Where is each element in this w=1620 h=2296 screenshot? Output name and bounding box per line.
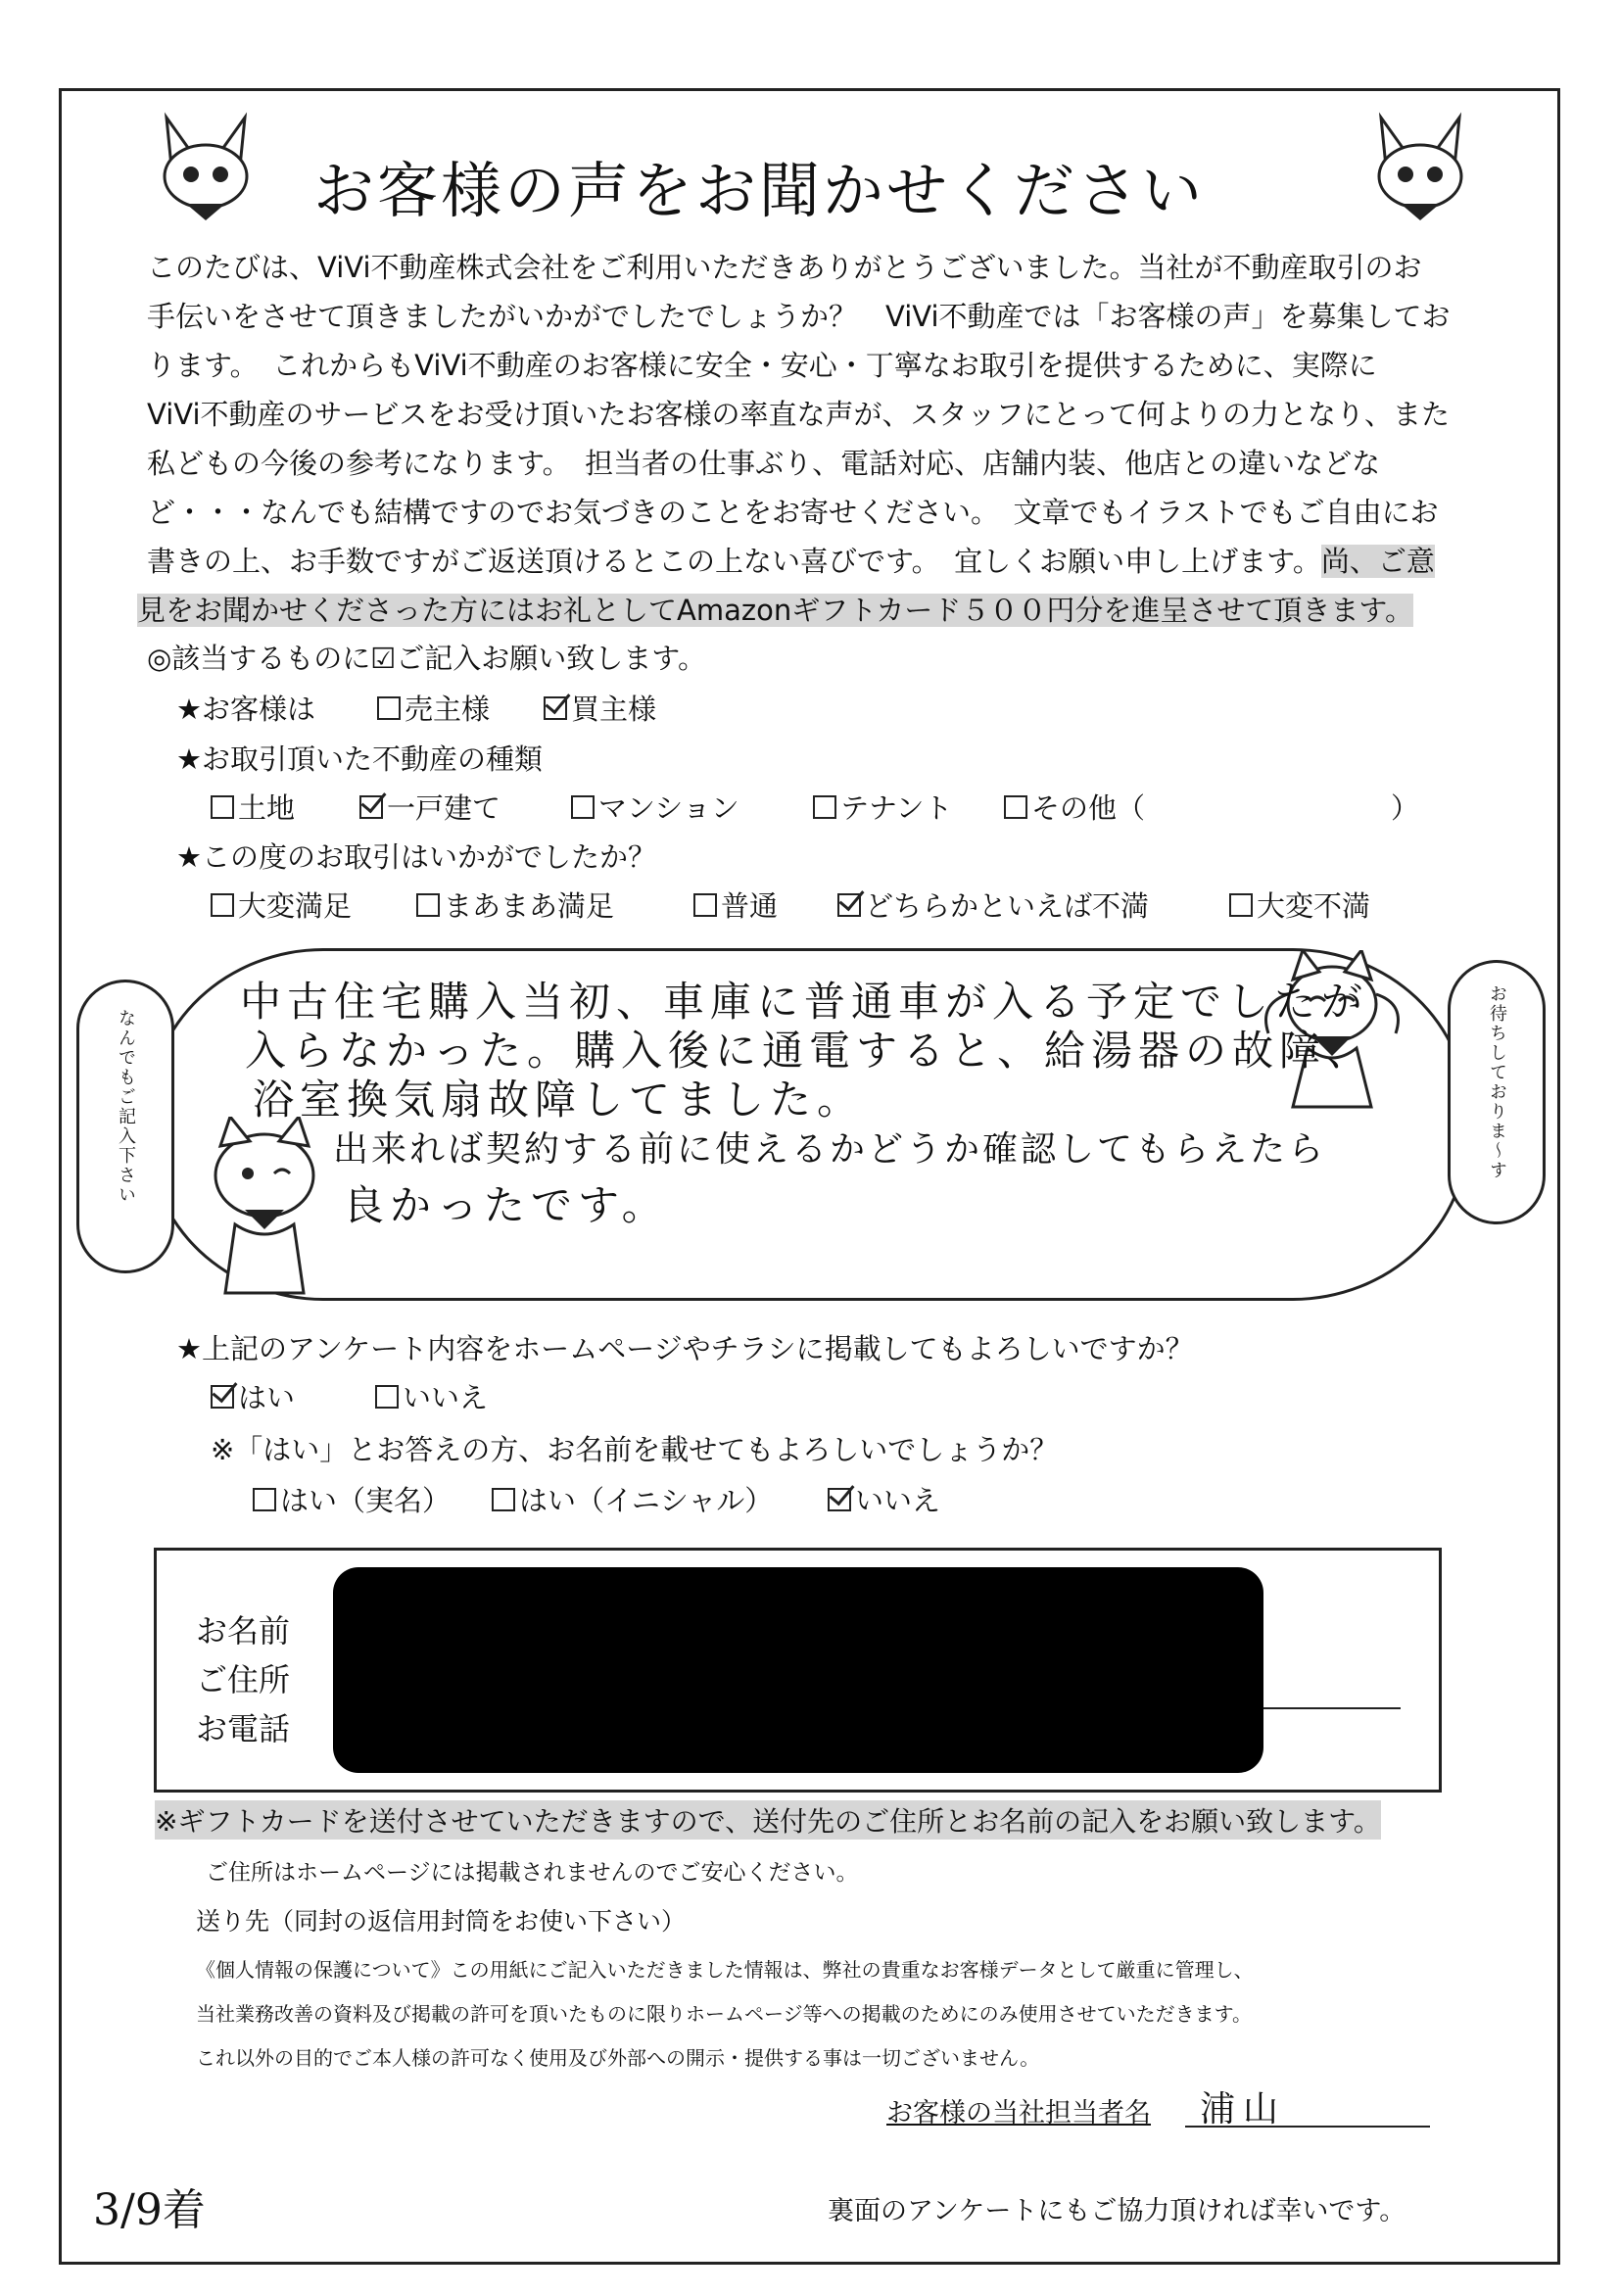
- staff-name-line: [1185, 2126, 1430, 2128]
- checkbox[interactable]: [416, 893, 440, 917]
- q2-option-house[interactable]: [359, 787, 500, 827]
- privacy-line: 当社業務改善の資料及び掲載の許可を頂いたものに限りホームページ等への掲載のためにのみ使用させていただきます。: [196, 2002, 1252, 2026]
- q1-label: ★お客様は: [176, 693, 315, 726]
- name-label: お名前: [196, 1612, 291, 1650]
- option-label: 普通: [721, 889, 779, 923]
- checkbox[interactable]: [211, 795, 234, 819]
- privacy-line: これ以外の目的でご本人様の許可なく使用及び外部への開示・提供する事は一切ございません。: [196, 2046, 1040, 2070]
- checkbox[interactable]: [571, 795, 595, 819]
- checkbox[interactable]: [211, 893, 234, 917]
- q3-label: ★この度のお取引はいかがでしたか？: [176, 840, 656, 874]
- q5-option-real-name[interactable]: [253, 1479, 451, 1519]
- checkbox-checked[interactable]: [359, 795, 383, 819]
- staff-name: 浦山: [1200, 2089, 1287, 2129]
- q4-option-no[interactable]: [375, 1376, 488, 1416]
- checkbox-checked[interactable]: [837, 893, 861, 917]
- q3-option-normal[interactable]: [693, 885, 778, 925]
- gift-note: ※ギフトカードを送付させていただきますので、送付先のご住所とお名前の記入をお願い致します。: [155, 1800, 1381, 1840]
- intro-line-text: 書きの上、お手数ですがご返送頂けるとこの上ない喜びです。 宜しくお願い申し上げます。: [147, 545, 1321, 578]
- q4-label: ★上記のアンケート内容をホームページやチラシに掲載してもよろしいですか？: [176, 1332, 1194, 1365]
- q3-option-very-dissatisfied[interactable]: [1229, 885, 1370, 925]
- checkbox-checked[interactable]: [544, 696, 567, 720]
- waving-mascot-icon: [191, 1117, 338, 1313]
- comment-line: 入らなかった。購入後に通電すると、給湯器の故障、: [245, 1027, 1374, 1075]
- send-to: 送り先（同封の返信用封筒をお使い下さい）: [196, 1907, 687, 1936]
- q3-option-somewhat-satisfied[interactable]: [416, 885, 614, 925]
- checkbox-checked[interactable]: [828, 1488, 851, 1511]
- intro-line: [137, 586, 1479, 635]
- staff-label: お客様の当社担当者名: [886, 2098, 1151, 2129]
- option-label: その他（: [1031, 791, 1146, 825]
- privacy-line: 《個人情報の保護について》この用紙にご記入いただきました情報は、弊社の貴重なお客様データとして厳重に管理し、: [196, 1958, 1254, 1982]
- checkbox[interactable]: [492, 1488, 515, 1511]
- intro-line: 私どもの今後の参考になります。 担当者の仕事ぶり、電話対応、店舗内装、他店との違いなどな: [147, 447, 1381, 480]
- option-label: 売主様: [405, 693, 491, 726]
- option-label: 大変満足: [238, 889, 353, 923]
- intro-highlight-start: 尚、ご意: [1320, 545, 1435, 578]
- option-label: いいえ: [403, 1381, 489, 1414]
- intro-line: このたびは、ViVi不動産株式会社をご利用いただきありがとうございました。当社が不動産取引のお: [147, 251, 1422, 284]
- checkbox[interactable]: [1229, 893, 1253, 917]
- checkbox[interactable]: [693, 893, 717, 917]
- option-label: マンション: [598, 791, 739, 825]
- option-label: どちらかといえば不満: [865, 889, 1150, 923]
- q2-option-mansion[interactable]: [571, 787, 739, 827]
- page-title: お客様の声をお聞かせください: [313, 155, 1206, 226]
- q2-option-other[interactable]: [1004, 787, 1145, 827]
- mascot-icon: [1361, 108, 1479, 225]
- option-label: はい（実名）: [280, 1484, 452, 1517]
- phone-field-line[interactable]: [1263, 1707, 1401, 1709]
- q4-option-yes[interactable]: [211, 1376, 295, 1416]
- checkbox[interactable]: [813, 795, 836, 819]
- q5-option-initials[interactable]: [492, 1479, 773, 1519]
- right-bubble-text: お待ちしておりま〜す: [1487, 984, 1507, 1180]
- q2-option-tenant[interactable]: [813, 787, 953, 827]
- intro-line: [147, 537, 1479, 586]
- q1-option-seller[interactable]: [377, 688, 490, 728]
- option-label: いいえ: [855, 1484, 941, 1517]
- address-note: ご住所はホームページには掲載されませんのでご安心ください。: [206, 1860, 859, 1886]
- intro-line: 手伝いをさせて頂きましたがいかがでしたでしょうか？ ViVi不動産では「お客様の声」を募集してお: [147, 300, 1451, 333]
- q2-close-paren: ）: [1391, 791, 1420, 825]
- redacted-contact-info: [333, 1567, 1263, 1773]
- intro-line: ります。 これからもViVi不動産のお客様に安全・安心・丁寧なお取引を提供するために、実際に: [147, 349, 1377, 382]
- received-date: 3/9着: [93, 2185, 206, 2235]
- intro-highlight-line: 見をお聞かせくださった方にはお礼としてAmazonギフトカード５００円分を進呈させて頂きます。: [137, 594, 1414, 627]
- comment-line: 中古住宅購入当初、車庫に普通車が入る予定でしたが: [240, 978, 1369, 1026]
- checkbox[interactable]: [375, 1385, 399, 1409]
- instruction: ◎該当するものに☑ご記入お願い致します。: [147, 642, 706, 675]
- option-label: 大変不満: [1257, 889, 1371, 923]
- option-label: 一戸建て: [387, 791, 501, 825]
- intro-text: [137, 243, 1479, 635]
- intro-line: ViVi不動産のサービスをお受け頂いたお客様の率直な声が、スタッフにとって何よりの力となり、また: [147, 398, 1450, 431]
- option-label: はい: [238, 1381, 296, 1414]
- q1-option-buyer[interactable]: [544, 688, 656, 728]
- q5-label: ※「はい」とお答えの方、お名前を載せてもよろしいでしょうか？: [211, 1433, 1059, 1466]
- phone-label: お電話: [196, 1710, 291, 1747]
- checkbox[interactable]: [1004, 795, 1027, 819]
- option-label: 買主様: [571, 693, 657, 726]
- intro-line: ど・・・なんでも結構ですのでお気づきのことをお寄せください。 文章でもイラストでもご自由にお: [147, 496, 1439, 529]
- comment-line: 浴室換気扇故障してました。: [253, 1076, 865, 1124]
- q3-option-very-satisfied[interactable]: [211, 885, 352, 925]
- comment-line: 出来れば契約する前に使えるかどうか確認してもらえたら: [333, 1129, 1327, 1170]
- option-label: まあまあ満足: [444, 889, 615, 923]
- option-label: はい（イニシャル）: [519, 1484, 774, 1517]
- footer-note: 裏面のアンケートにもご協力頂ければ幸いです。: [828, 2196, 1406, 2226]
- q3-option-somewhat-dissatisfied[interactable]: [837, 885, 1149, 925]
- q2-option-land[interactable]: [211, 787, 295, 827]
- option-label: 土地: [238, 791, 296, 825]
- left-bubble-text: なんでもご記入下さい: [116, 1009, 136, 1205]
- q5-option-no[interactable]: [828, 1479, 940, 1519]
- checkbox[interactable]: [377, 696, 401, 720]
- checkbox-checked[interactable]: [211, 1385, 234, 1409]
- comment-line: 良かったです。: [343, 1181, 669, 1229]
- mascot-icon: [147, 108, 264, 225]
- option-label: テナント: [840, 791, 953, 825]
- q2-label: ★お取引頂いた不動産の種類: [176, 742, 543, 776]
- checkbox[interactable]: [253, 1488, 276, 1511]
- address-label: ご住所: [196, 1661, 291, 1698]
